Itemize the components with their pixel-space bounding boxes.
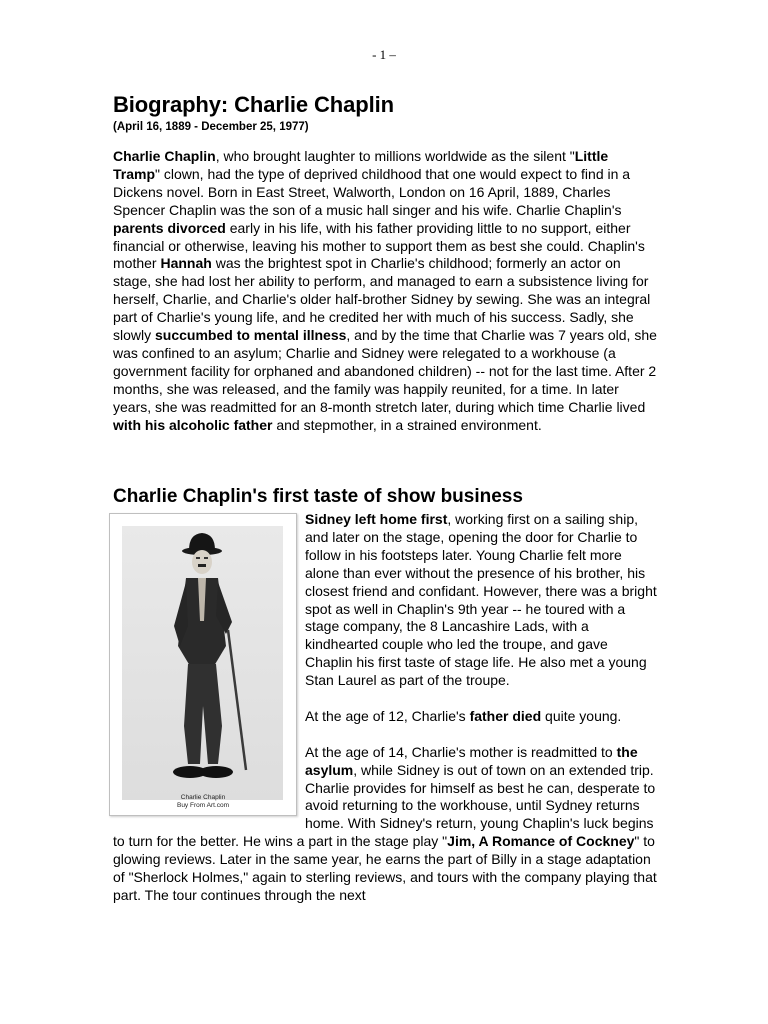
bold-phrase: Sidney left home first [305, 511, 448, 527]
section-heading: Charlie Chaplin's first taste of show business [113, 486, 523, 507]
bold-phrase: parents divorced [113, 219, 226, 236]
paragraph-asylum: At the age of 14, Charlie's mother is readmitted to the asylum, while Sidney is out of town on an extended trip. Charlie provides for himself as best he can, desperate to avoid returning to the workhouse, until Sydney returns home. With Sidney's return, young Chaplin's luck begins to turn for the better. He wins a part in the stage play "Jim, A Romance of Cockney" to glowing reviews. Later in the same year, he earns the part of Billy in a stage adaptation of "Sherlock Holmes," again to sterling reviews, and tours with the company playing that part. The tour continues through the next [113, 743, 657, 903]
intro-paragraph: Charlie Chaplin, who brought laughter to millions worldwide as the silent "Little Tramp" clown, had the type of deprived childhood that one would expect to find in a Dickens novel. Born in East Street, Walworth, London on 16 April, 1889, Charles Spencer Chaplin was the son of a music hall singer and his wife. Charlie Chaplin's parents divorced early in his life, with his father providing little to no support, either financial or otherwise, leaving his mother to support them as best she could. Chaplin's mother Hannah was the brightest spot in Charlie's childhood; formerly an actor on stage, she had lost her ability to perform, and managed to earn a subsistence living for herself, Charlie, and Charlie's older half-brother Sidney by sewing. She was an integral part of Charlie's young life, and he credited her with much of his success. Sadly, she slowly succumbed to mental illness, and by the time that Charlie was 7 years old, she was confined to an asylum; Charlie and Sidney were relegated to a workhouse (a government facility for orphaned and abandoned children) -- not for the last time. After 2 months, she was released, and the family was happily reunited, for a time. In later years, she was readmitted for an 8-month stretch later, during which time Charlie lived with his alcoholic father and stepmother, in a strained environment. [113, 148, 657, 433]
bold-phrase: Hannah [160, 255, 212, 272]
section-body [113, 511, 658, 905]
image-caption [110, 794, 296, 810]
bold-phrase: Jim, A Romance of Cockney [447, 833, 635, 850]
bold-phrase: succumbed to mental illness [155, 327, 347, 344]
page-number: - 1 – [372, 47, 396, 62]
bold-phrase: Charlie Chaplin [113, 148, 216, 164]
paragraph-sidney: Sidney left home first, working first on a sailing ship, and later on the stage, opening the door for Charlie to follow in his footsteps later. Young Charlie felt more alone than ever without the presence of his brother, his closest friend and confidant. However, there was a bright spot as well in Chaplin's 9th year -- he toured with a stage company, the 8 Lancashire Lads, with a kindhearted couple who led the troupe, and gave Chaplin his first taste of stage life. He also met a young Stan Laurel as part of the troupe. [305, 511, 657, 689]
chaplin-photo [122, 526, 283, 800]
caption-source: Buy From Art.com [176, 802, 229, 809]
bold-phrase: with his alcoholic father [113, 416, 273, 433]
chaplin-silhouette-image [122, 526, 283, 800]
bold-phrase: Little Tramp [113, 148, 609, 182]
page-title: Biography: Charlie Chaplin [113, 92, 394, 117]
paragraph-father: At the age of 12, Charlie's father died quite young. [305, 707, 622, 724]
bold-phrase: father died [469, 707, 542, 724]
chaplin-figure [109, 513, 297, 816]
life-dates: (April 16, 1889 - December 25, 1977) [113, 121, 309, 133]
caption-title: Charlie Chaplin [180, 794, 226, 801]
bold-phrase: the asylum [305, 743, 638, 778]
